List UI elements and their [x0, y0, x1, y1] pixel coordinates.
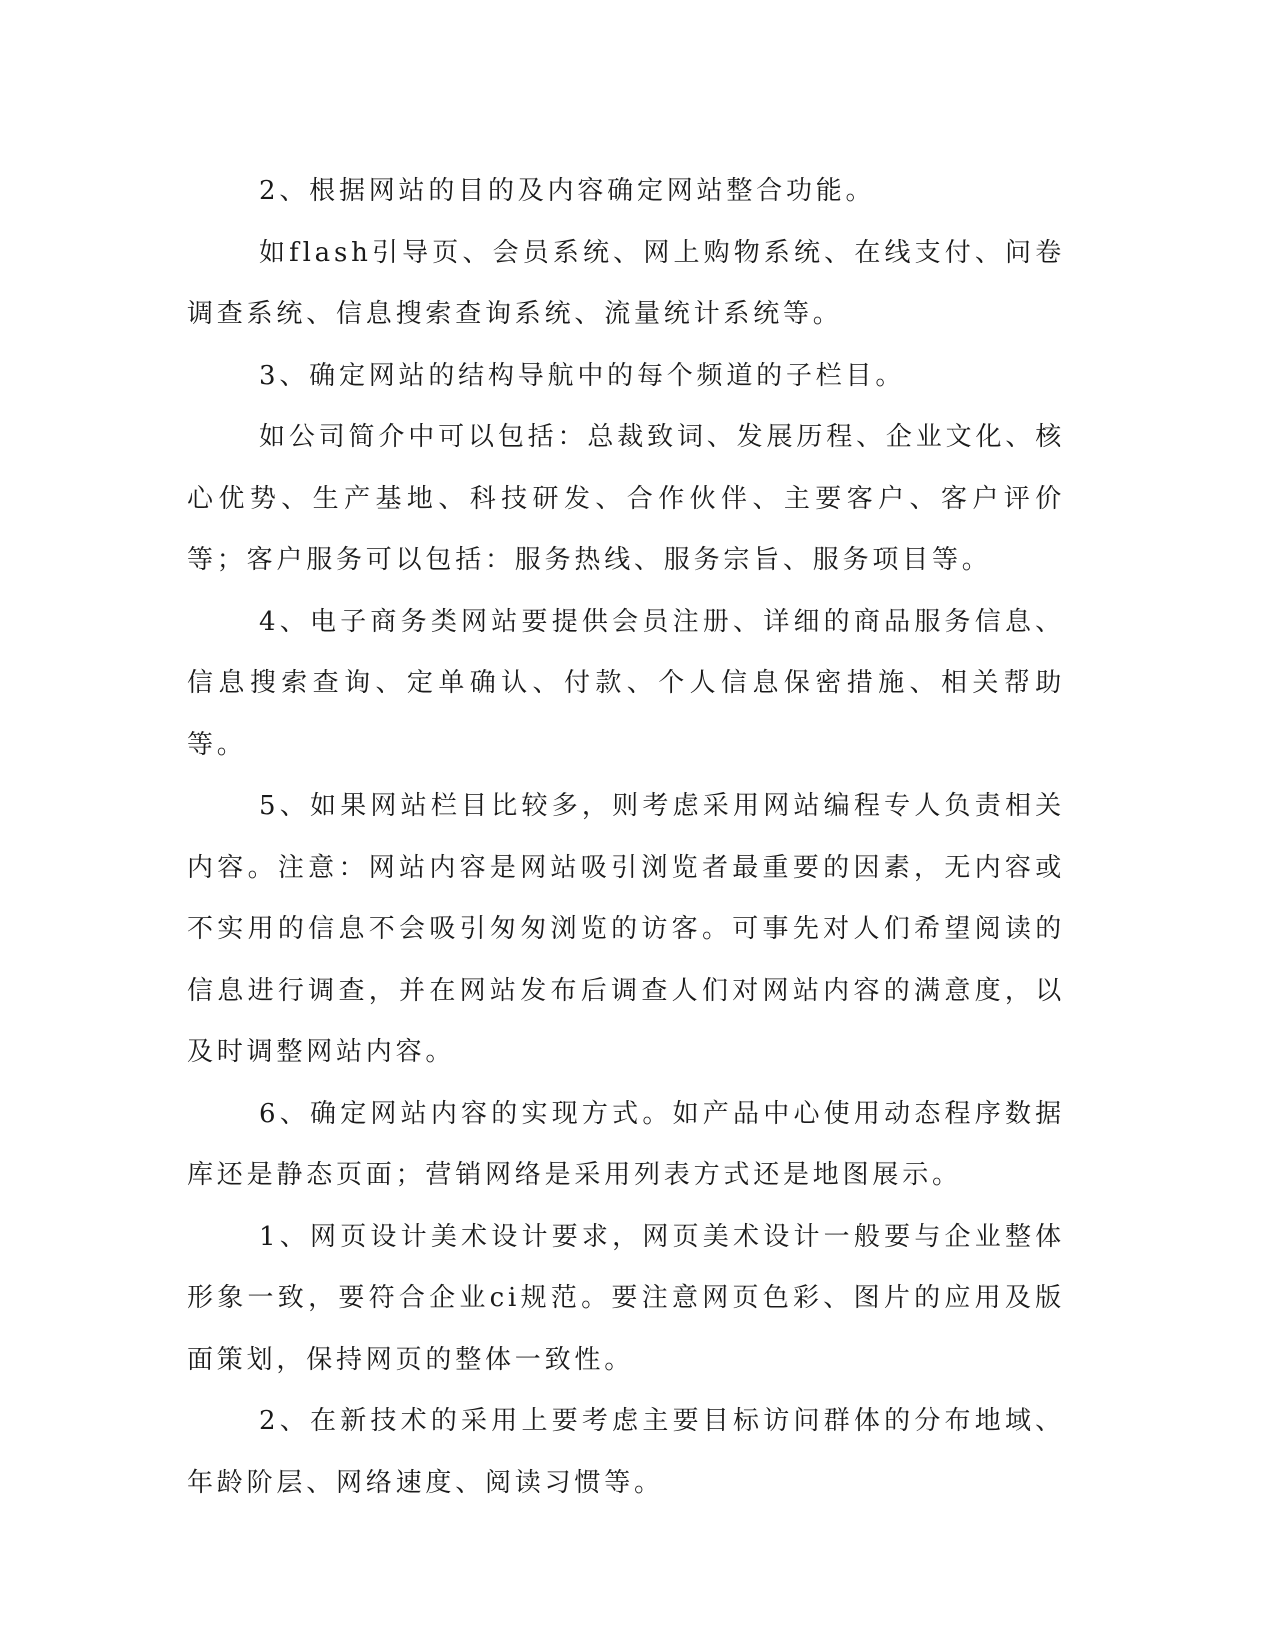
- paragraph-4: 如公司简介中可以包括：总裁致词、发展历程、企业文化、核心优势、生产基地、科技研发、合作伙伴、主要客户、客户评价等；客户服务可以包括：服务热线、服务宗旨、服务项目等。: [187, 422, 1065, 575]
- paragraph-9: 2、在新技术的采用上要考虑主要目标访问群体的分布地域、年龄阶层、网络速度、阅读习惯等。: [187, 1406, 1065, 1498]
- paragraph-1: 2、根据网站的目的及内容确定网站整合功能。: [259, 176, 876, 206]
- paragraph-8: 1、网页设计美术设计要求，网页美术设计一般要与企业整体形象一致，要符合企业ci规范。要注意网页色彩、图片的应用及版面策划，保持网页的整体一致性。: [187, 1221, 1065, 1375]
- paragraph-5: 4、电子商务类网站要提供会员注册、详细的商品服务信息、信息搜索查询、定单确认、付款、个人信息保密措施、相关帮助等。: [187, 606, 1065, 760]
- document-body: [187, 161, 1065, 1514]
- paragraph-2: 如flash引导页、会员系统、网上购物系统、在线支付、问卷调查系统、信息搜索查询系统、流量统计系统等。: [187, 237, 1065, 329]
- paragraph-6: 5、如果网站栏目比较多，则考虑采用网站编程专人负责相关内容。注意：网站内容是网站吸引浏览者最重要的因素，无内容或不实用的信息不会吸引匆匆浏览的访客。可事先对人们希望阅读的信息进行调查，并在网站发布后调查人们对网站内容的满意度，以及时调整网站内容。: [187, 791, 1065, 1067]
- paragraph-7: 6、确定网站内容的实现方式。如产品中心使用动态程序数据库还是静态页面；营销网络是采用列表方式还是地图展示。: [187, 1098, 1065, 1190]
- paragraph-3: 3、确定网站的结构导航中的每个频道的子栏目。: [259, 360, 906, 391]
